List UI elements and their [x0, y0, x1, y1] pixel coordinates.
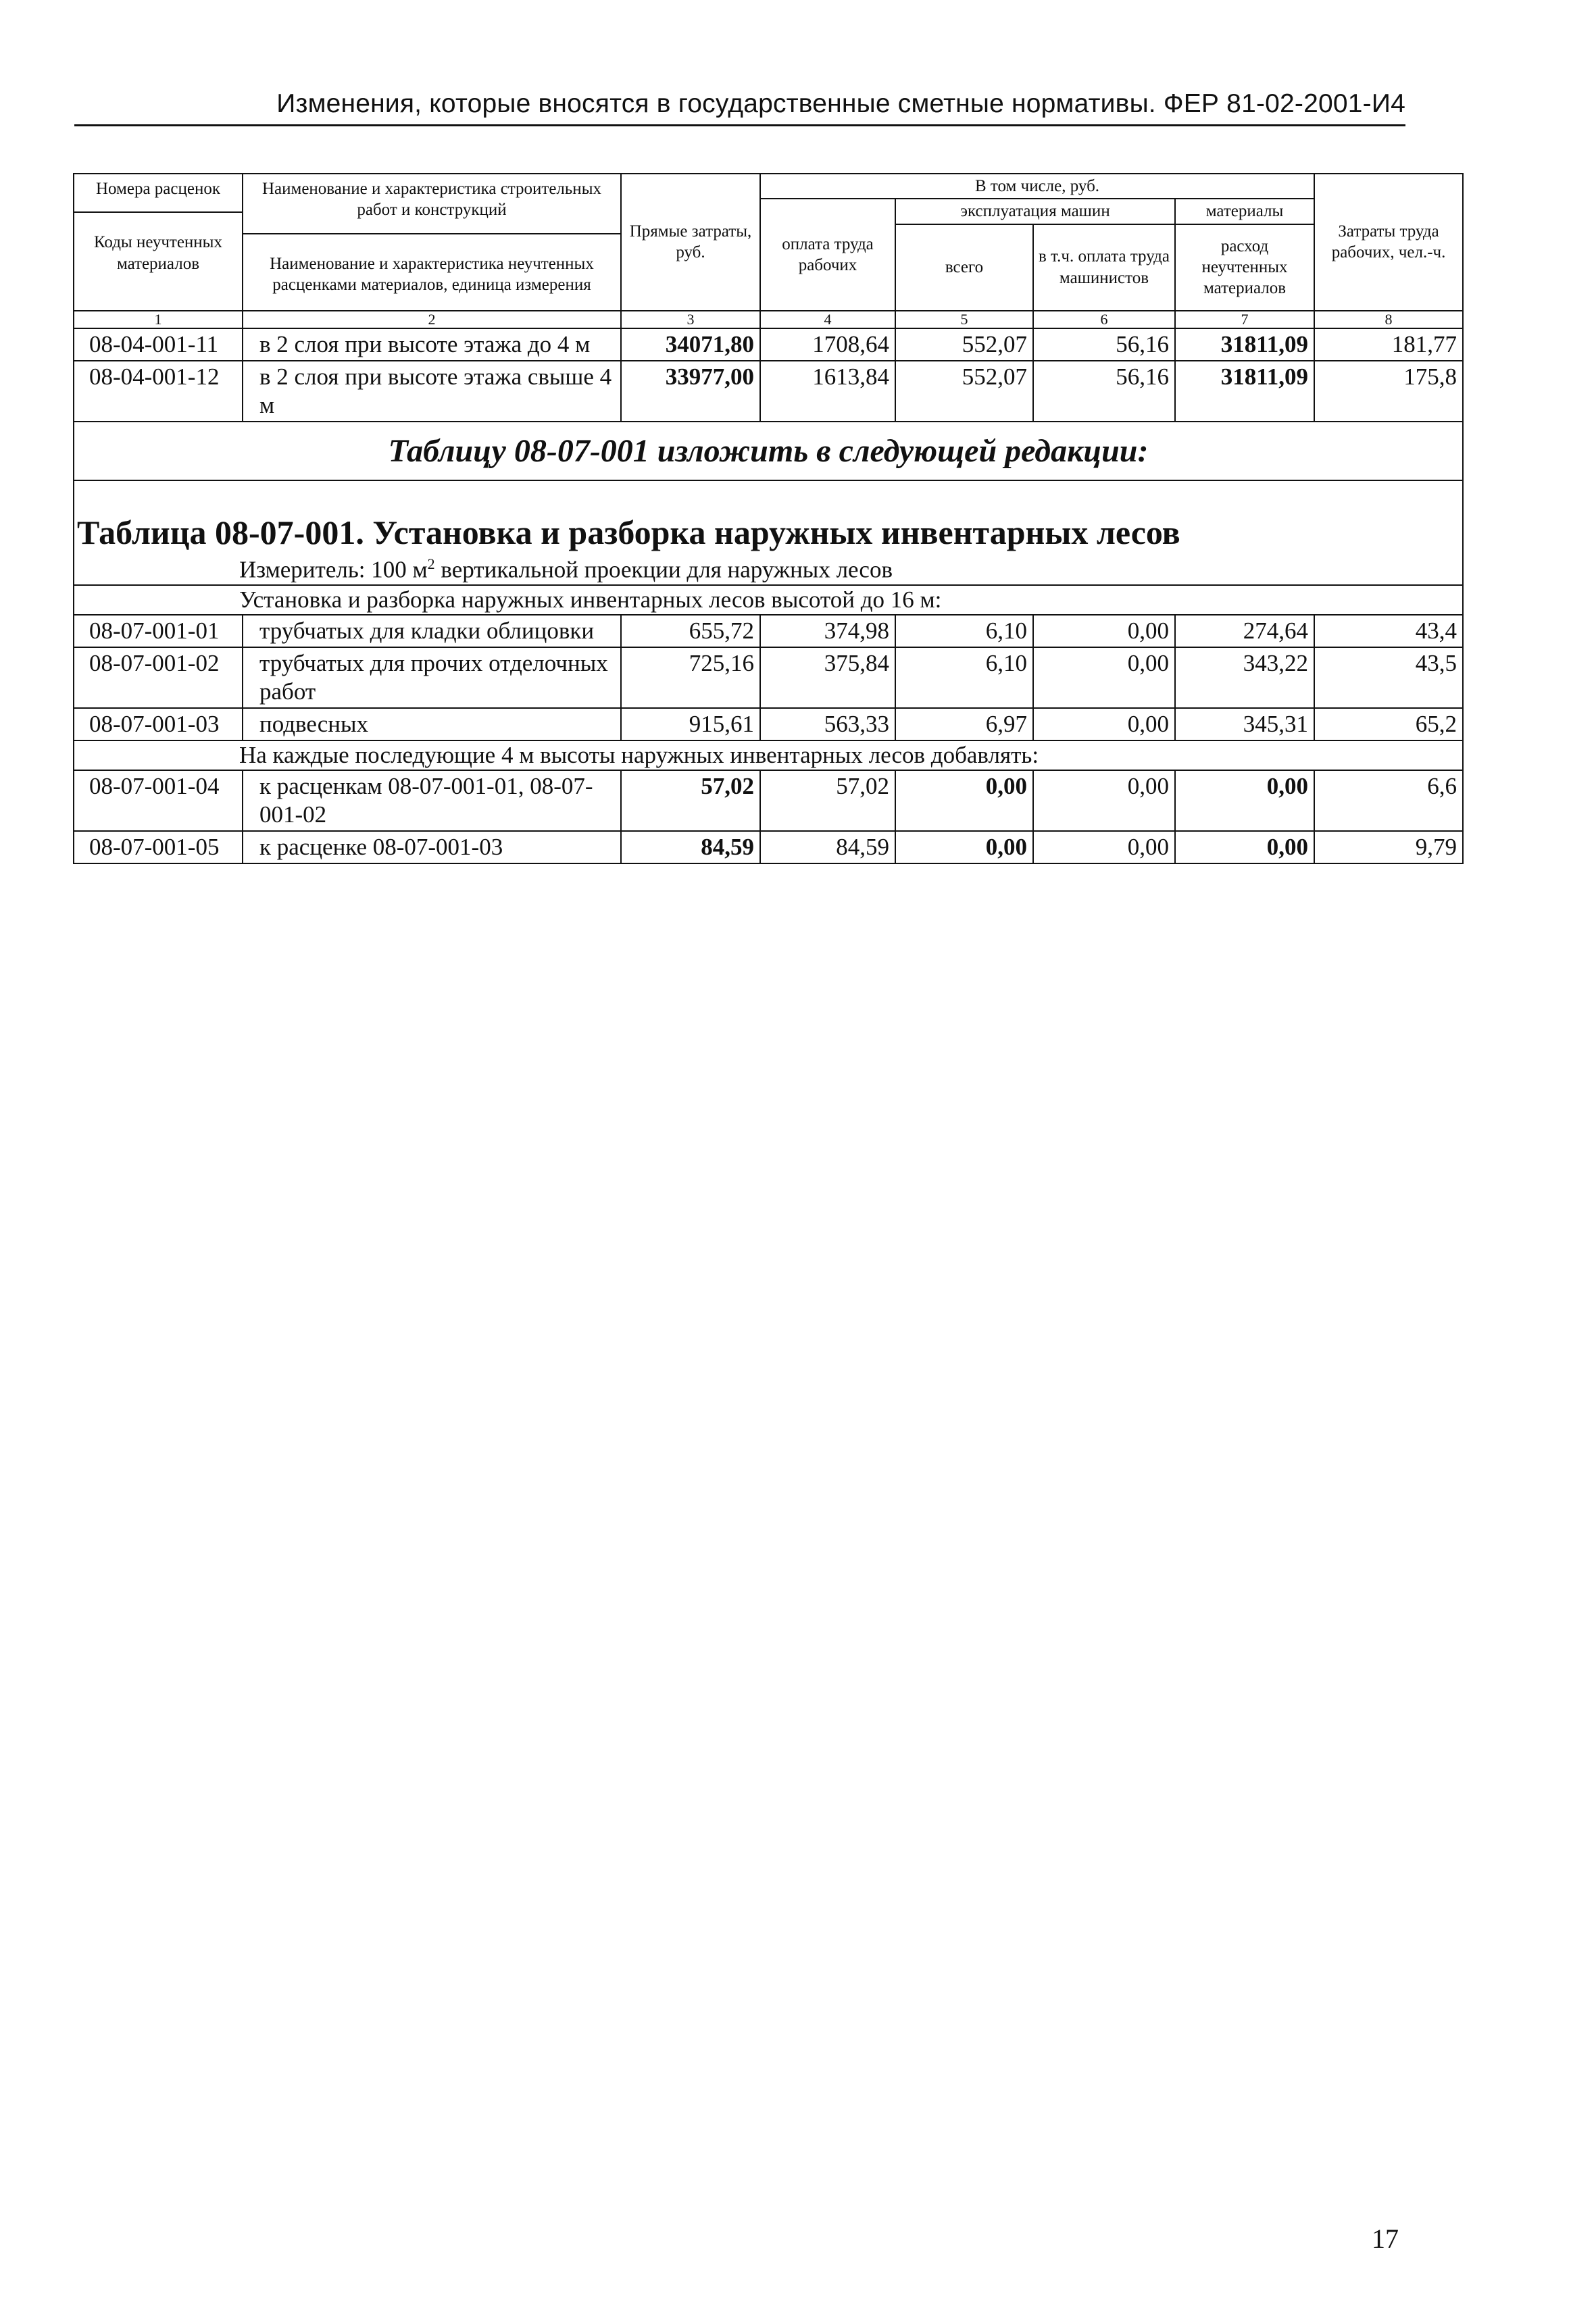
- rate-name: в 2 слоя при высоте этажа свыше 4 м: [243, 361, 621, 422]
- column-number: 6: [1033, 311, 1175, 328]
- table-row: [74, 328, 1463, 361]
- rate-code: 08-07-001-05: [74, 831, 243, 863]
- table-row: [74, 708, 1463, 740]
- machines-total: 0,00: [895, 770, 1033, 831]
- rate-name: к расценке 08-07-001-03: [243, 831, 621, 863]
- machinist-pay: 0,00: [1033, 770, 1175, 831]
- header-cell-codes: [74, 174, 243, 311]
- labor-pay: 57,02: [760, 770, 895, 831]
- document-header: Изменения, которые вносятся в государственные сметные нормативы. ФЕР 81-02-2001-И4: [74, 89, 1405, 126]
- header-work-name: Наименование и характеристика строительных работ и конструкций: [243, 174, 620, 234]
- labor-hours: 6,6: [1314, 770, 1463, 831]
- labor-pay: 563,33: [760, 708, 895, 740]
- table-title-row: [74, 480, 1463, 553]
- table-title: Таблица 08-07-001. Установка и разборка наружных инвентарных лесов: [74, 480, 1463, 553]
- rate-code: 08-07-001-03: [74, 708, 243, 740]
- table-row: [74, 361, 1463, 422]
- edit-note-row: [74, 422, 1463, 481]
- rate-name: в 2 слоя при высоте этажа до 4 м: [243, 328, 621, 361]
- machines-total: 6,10: [895, 615, 1033, 647]
- machinist-pay: 0,00: [1033, 708, 1175, 740]
- page-number: 17: [1372, 2223, 1399, 2254]
- machinist-pay: 56,16: [1033, 328, 1175, 361]
- column-number: 4: [760, 311, 895, 328]
- machinist-pay: 0,00: [1033, 615, 1175, 647]
- measure-row: [74, 553, 1463, 585]
- labor-hours: 181,77: [1314, 328, 1463, 361]
- labor-pay: 374,98: [760, 615, 895, 647]
- measure-suffix: вертикальной проекции для наружных лесов: [434, 556, 893, 583]
- rate-name: подвесных: [243, 708, 621, 740]
- machinist-pay: 0,00: [1033, 647, 1175, 708]
- rate-code: 08-07-001-04: [74, 770, 243, 831]
- labor-hours: 43,5: [1314, 647, 1463, 708]
- column-number: 5: [895, 311, 1033, 328]
- machinist-pay: 0,00: [1033, 831, 1175, 863]
- header-labor-pay: оплата труда рабочих: [760, 199, 895, 310]
- section-heading-row: [74, 740, 1463, 770]
- table-row: [74, 647, 1463, 708]
- direct-cost: 34071,80: [621, 328, 760, 361]
- column-number: 1: [74, 311, 243, 328]
- materials-cost: 0,00: [1175, 831, 1314, 863]
- column-number: 3: [621, 311, 760, 328]
- table-row: [74, 615, 1463, 647]
- labor-hours: 43,4: [1314, 615, 1463, 647]
- header-group-machines: эксплуатация машин: [895, 199, 1175, 224]
- machines-total: 552,07: [895, 361, 1033, 422]
- header-unaccounted-materials: расход неучтенных материалов: [1175, 224, 1314, 311]
- measure-prefix: Измеритель: 100 м: [239, 556, 428, 583]
- machines-total: 6,97: [895, 708, 1033, 740]
- header-machines-total: всего: [895, 224, 1033, 311]
- direct-cost: 57,02: [621, 770, 760, 831]
- materials-cost: 274,64: [1175, 615, 1314, 647]
- table-row: [74, 770, 1463, 831]
- materials-cost: 343,22: [1175, 647, 1314, 708]
- header-group-materials: материалы: [1175, 199, 1314, 224]
- labor-hours: 9,79: [1314, 831, 1463, 863]
- materials-cost: 31811,09: [1175, 361, 1314, 422]
- header-group-including: В том числе, руб.: [760, 174, 1314, 199]
- machines-total: 0,00: [895, 831, 1033, 863]
- header-cell-names: [243, 174, 621, 311]
- column-number: 7: [1175, 311, 1314, 328]
- column-number: 8: [1314, 311, 1463, 328]
- materials-cost: 0,00: [1175, 770, 1314, 831]
- header-machinist-pay: в т.ч. оплата труда машинистов: [1033, 224, 1175, 311]
- header-labor-hours: Затраты труда рабочих, чел.-ч.: [1314, 174, 1463, 311]
- measure-superscript: 2: [427, 555, 435, 573]
- labor-pay: 84,59: [760, 831, 895, 863]
- header-rate-numbers: Номера расценок: [74, 174, 242, 213]
- labor-pay: 1708,64: [760, 328, 895, 361]
- table-row: [74, 831, 1463, 863]
- rate-code: 08-04-001-12: [74, 361, 243, 422]
- rate-name: к расценкам 08-07-001-01, 08-07-001-02: [243, 770, 621, 831]
- header-material-codes: Коды неучтенных материалов: [94, 233, 222, 273]
- rate-name: трубчатых для прочих отделочных работ: [243, 647, 621, 708]
- rate-name: трубчатых для кладки облицовки: [243, 615, 621, 647]
- direct-cost: 84,59: [621, 831, 760, 863]
- labor-pay: 375,84: [760, 647, 895, 708]
- machines-total: 6,10: [895, 647, 1033, 708]
- direct-cost: 33977,00: [621, 361, 760, 422]
- table-header-row: [74, 174, 1463, 199]
- column-number: 2: [243, 311, 621, 328]
- materials-cost: 345,31: [1175, 708, 1314, 740]
- machines-total: 552,07: [895, 328, 1033, 361]
- direct-cost: 655,72: [621, 615, 760, 647]
- section-heading: Установка и разборка наружных инвентарных лесов высотой до 16 м:: [74, 585, 1463, 615]
- labor-pay: 1613,84: [760, 361, 895, 422]
- section-heading-row: [74, 585, 1463, 615]
- section-heading: На каждые последующие 4 м высоты наружных инвентарных лесов добавлять:: [74, 740, 1463, 770]
- rates-table: [73, 173, 1464, 864]
- labor-hours: 175,8: [1314, 361, 1463, 422]
- rate-code: 08-07-001-02: [74, 647, 243, 708]
- labor-hours: 65,2: [1314, 708, 1463, 740]
- header-material-name: Наименование и характеристика неучтенных расценками материалов, единица измерения: [270, 254, 594, 294]
- direct-cost: 725,16: [621, 647, 760, 708]
- header-direct-costs: Прямые затраты, руб.: [621, 174, 760, 311]
- measure-unit: [74, 553, 1463, 585]
- column-numbers-row: [74, 311, 1463, 328]
- direct-cost: 915,61: [621, 708, 760, 740]
- rate-code: 08-07-001-01: [74, 615, 243, 647]
- materials-cost: 31811,09: [1175, 328, 1314, 361]
- rate-code: 08-04-001-11: [74, 328, 243, 361]
- edit-note: Таблицу 08-07-001 изложить в следующей редакции:: [74, 422, 1463, 481]
- machinist-pay: 56,16: [1033, 361, 1175, 422]
